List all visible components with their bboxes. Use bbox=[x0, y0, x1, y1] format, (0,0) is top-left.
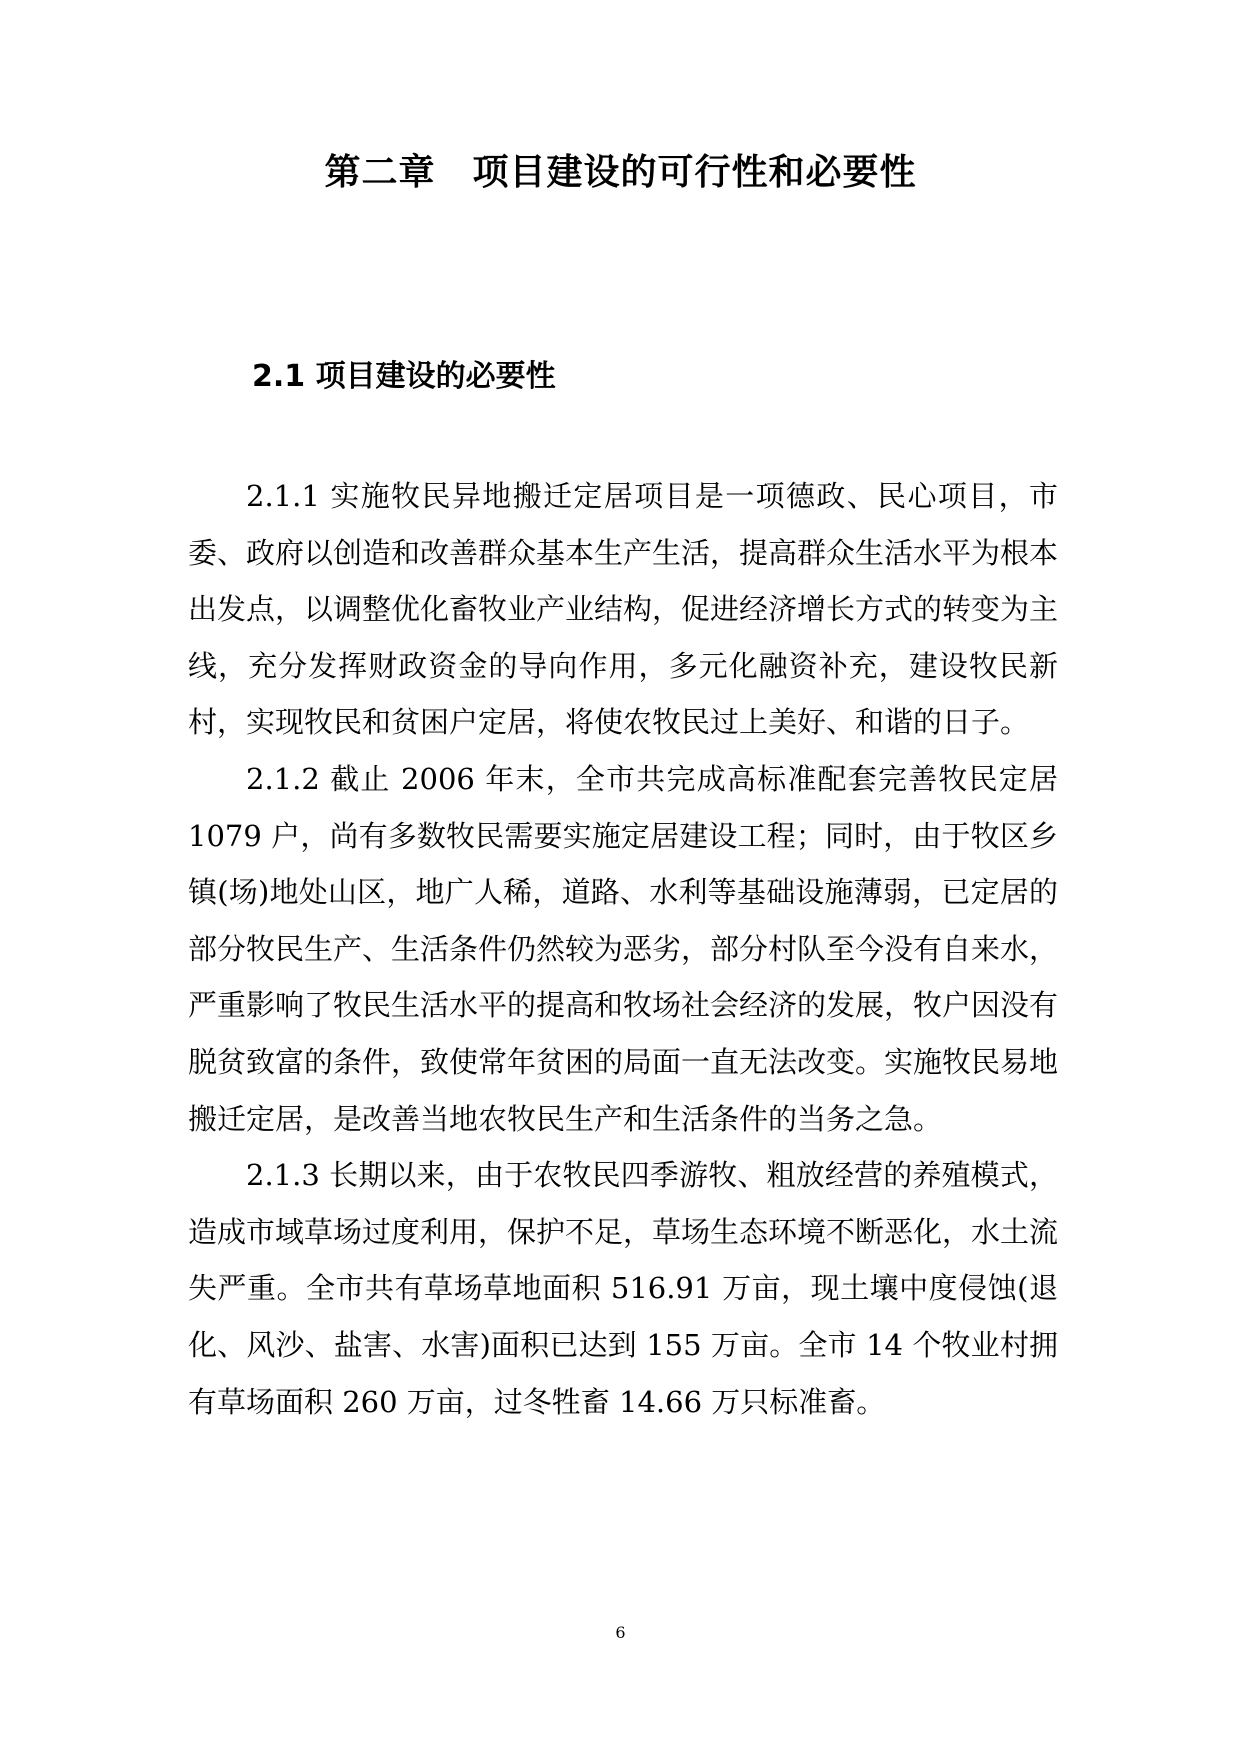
page-number: 6 bbox=[615, 1623, 626, 1642]
body-text bbox=[188, 468, 1058, 1430]
section-title: 2.1 项目建设的必要性 bbox=[252, 359, 556, 394]
paragraph-2-1-3: 2.1.3 长期以来，由于农牧民四季游牧、粗放经营的养殖模式，造成市域草场过度利用，保护不足，草场生态环境不断恶化，水土流失严重。全市共有草场草地面积 516.91 万亩，现土壤中度侵蚀(退化、风沙、盐害、水害)面积已达到 155 万亩。全市 14 个牧业村拥有草场面积 260 万亩，过冬牲畜 14.66 万只标准畜。 bbox=[188, 1158, 1059, 1419]
paragraph-2-1-2: 2.1.2 截止 2006 年末，全市共完成高标准配套完善牧民定居 1079 户，尚有多数牧民需要实施定居建设工程；同时，由于牧区乡镇(场)地处山区，地广人稀，道路、水利等基础设施薄弱，已定居的部分牧民生产、生活条件仍然较为恶劣，部分村队至今没有自来水，严重影响了牧民生活水平的提高和牧场社会经济的发展，牧户因没有脱贫致富的条件，致使常年贫困的局面一直无法改变。实施牧民易地搬迁定居，是改善当地农牧民生产和生活条件的当务之急。 bbox=[188, 761, 1059, 1136]
chapter-title: 第二章 项目建设的可行性和必要性 bbox=[324, 152, 917, 193]
paragraph-2-1-1: 2.1.1 实施牧民异地搬迁定居项目是一项德政、民心项目，市委、政府以创造和改善群众基本生产生活，提高群众生活水平为根本出发点，以调整优化畜牧业产业结构，促进经济增长方式的转变为主线，充分发挥财政资金的导向作用，多元化融资补充，建设牧民新村，实现牧民和贫困户定居，将使农牧民过上美好、和谐的日子。 bbox=[188, 479, 1059, 740]
